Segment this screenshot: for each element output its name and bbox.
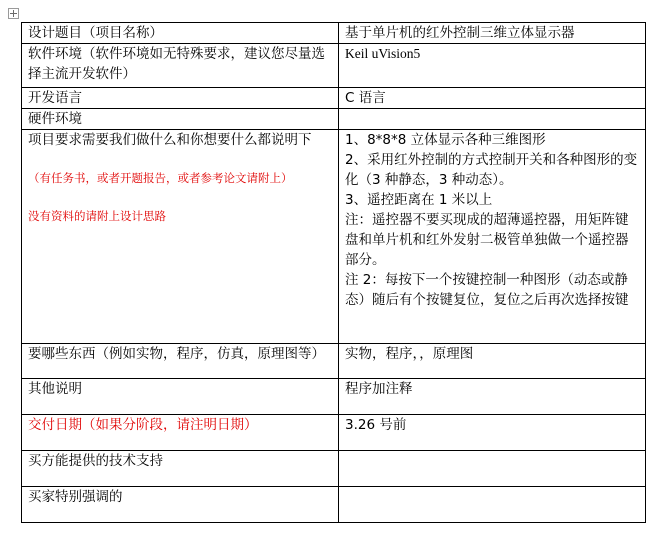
design-idea-note: 没有资料的请附上设计思路 [28, 209, 166, 223]
requirement-line: 3、遥控距离在 1 米以上 [345, 192, 493, 208]
table-row [22, 379, 646, 415]
value-cell [339, 487, 646, 523]
label-cell: 软件环境（软件环境如无特殊要求，建议您尽量选择主流开发软件） [22, 44, 339, 88]
requirement-line: 注 2：每按下一个按键控制一种图形（动态或静态）随后有个按键复位，复位之后再次选择按键 [345, 272, 629, 308]
table-row [22, 88, 646, 109]
value-cell [339, 109, 646, 130]
table-row [22, 344, 646, 379]
requirement-line: 2、采用红外控制的方式控制开关和各种图形的变化（3 种静态，3 种动态）。 [345, 152, 638, 188]
table-row [22, 415, 646, 451]
value-cell: C 语言 [339, 88, 646, 109]
value-cell: 基于单片机的红外控制三维立体显示器 [339, 23, 646, 44]
label-cell: 买方能提供的技术支持 [22, 451, 339, 487]
value-cell: 程序加注释 [339, 379, 646, 415]
table-row [22, 44, 646, 88]
label-cell: 开发语言 [22, 88, 339, 109]
label-cell: 其他说明 [22, 379, 339, 415]
label-cell: 硬件环境 [22, 109, 339, 130]
value-cell: 3.26 号前 [339, 415, 646, 451]
requirement-line: 1、8*8*8 立体显示各种三维图形 [345, 132, 546, 148]
attachment-note: （有任务书，或者开题报告，或者参考论文请附上） [28, 171, 293, 185]
value-cell: 实物，程序，，原理图 [339, 344, 646, 379]
label-cell [22, 130, 339, 344]
value-cell: Keil uVision5 [339, 44, 646, 88]
table-row [22, 23, 646, 44]
delivery-date-label: 交付日期（如果分阶段，请注明日期） [22, 415, 339, 451]
label-cell: 买家特别强调的 [22, 487, 339, 523]
table-move-handle-icon[interactable] [8, 8, 19, 19]
table-row [22, 130, 646, 344]
label-cell: 要哪些东西（例如实物，程序，仿真，原理图等） [22, 344, 339, 379]
table-row [22, 109, 646, 130]
project-spec-table [21, 22, 646, 523]
value-cell [339, 451, 646, 487]
table-row [22, 487, 646, 523]
label-cell: 设计题目（项目名称） [22, 23, 339, 44]
requirements-label: 项目要求需要我们做什么和你想要什么都说明下 [28, 132, 312, 148]
table-row [22, 451, 646, 487]
requirement-line: 注：遥控器不要买现成的超薄遥控器，用矩阵键盘和单片机和红外发射二极管单独做一个遥控器部分。 [345, 212, 629, 268]
value-cell [339, 130, 646, 344]
